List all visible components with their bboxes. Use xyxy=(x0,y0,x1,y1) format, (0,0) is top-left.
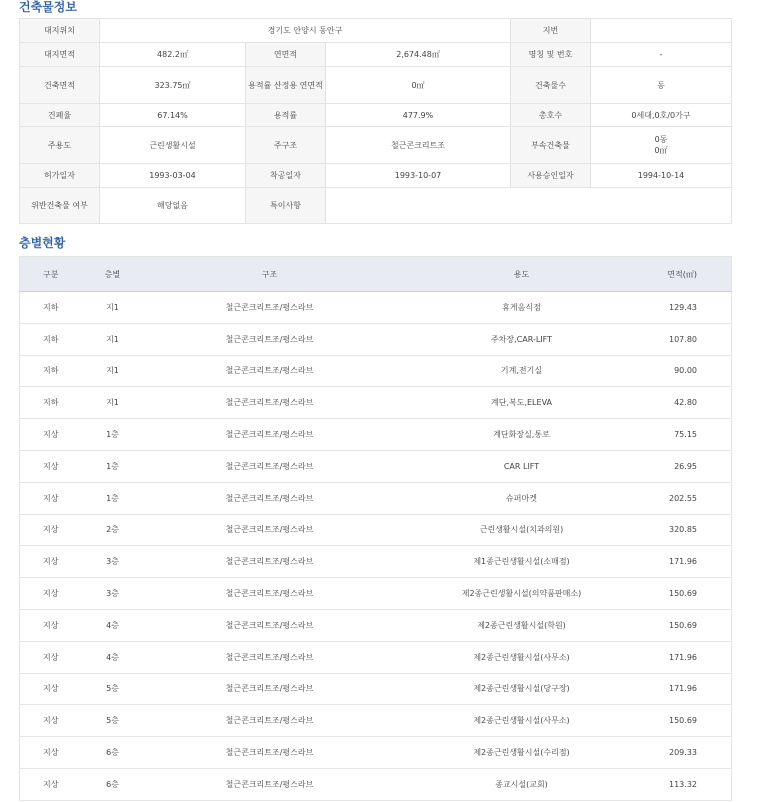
table-row xyxy=(20,609,732,641)
area-cell: 42.80 xyxy=(648,387,732,419)
category-cell: 지상 xyxy=(20,705,82,737)
area-cell: 75.15 xyxy=(648,419,732,451)
table-row xyxy=(20,387,732,419)
table-row xyxy=(20,578,732,610)
far-value: 477.9% xyxy=(326,104,511,127)
table-row xyxy=(20,641,732,673)
floor-cell: 1층 xyxy=(82,450,144,482)
use-cell: 기계,전기실 xyxy=(396,355,648,387)
area-cell: 150.69 xyxy=(648,705,732,737)
table-row xyxy=(20,514,732,546)
use-cell: 제2종근린생활시설(사무소) xyxy=(396,705,648,737)
main-structure-value: 철근콘크리트조 xyxy=(326,127,511,164)
area-cell: 129.43 xyxy=(648,292,732,324)
structure-cell: 철근콘크리트조/평스라브 xyxy=(144,641,396,673)
floor-cell: 6층 xyxy=(82,737,144,769)
floor-cell: 지1 xyxy=(82,323,144,355)
category-cell: 지상 xyxy=(20,768,82,800)
table-row xyxy=(20,673,732,705)
category-cell: 지상 xyxy=(20,546,82,578)
structure-cell: 철근콘크리트조/평스라브 xyxy=(144,387,396,419)
structure-cell: 철근콘크리트조/평스라브 xyxy=(144,514,396,546)
structure-header: 구조 xyxy=(144,257,396,292)
use-cell: 주차장,CAR-LIFT xyxy=(396,323,648,355)
structure-cell: 철근콘크리트조/평스라브 xyxy=(144,768,396,800)
area-cell: 171.96 xyxy=(648,673,732,705)
building-count-label: 건축물수 xyxy=(511,67,591,104)
total-floor-area-label: 연면적 xyxy=(246,43,326,67)
table-row xyxy=(20,482,732,514)
category-cell: 지상 xyxy=(20,419,82,451)
area-cell: 26.95 xyxy=(648,450,732,482)
floor-cell: 4층 xyxy=(82,609,144,641)
floor-cell: 2층 xyxy=(82,514,144,546)
use-cell: 계단화장실,통로 xyxy=(396,419,648,451)
category-header: 구분 xyxy=(20,257,82,292)
site-location-label: 대지위치 xyxy=(20,19,100,43)
structure-cell: 철근콘크리트조/평스라브 xyxy=(144,323,396,355)
structure-cell: 철근콘크리트조/평스라브 xyxy=(144,546,396,578)
category-cell: 지하 xyxy=(20,355,82,387)
floor-cell: 4층 xyxy=(82,641,144,673)
area-cell: 150.69 xyxy=(648,578,732,610)
lot-number-value xyxy=(591,19,732,43)
floor-cell: 지1 xyxy=(82,387,144,419)
annex-value xyxy=(591,127,732,164)
area-cell: 107.80 xyxy=(648,323,732,355)
structure-cell: 철근콘크리트조/평스라브 xyxy=(144,705,396,737)
households-label: 총호수 xyxy=(511,104,591,127)
table-row xyxy=(20,323,732,355)
far-calc-area-value: 0㎡ xyxy=(326,67,511,104)
households-value: 0세대,0호/0가구 xyxy=(591,104,732,127)
table-row xyxy=(20,419,732,451)
violation-value: 해당없음 xyxy=(100,188,246,224)
floor-cell: 3층 xyxy=(82,578,144,610)
category-cell: 지상 xyxy=(20,673,82,705)
table-row xyxy=(20,705,732,737)
start-date-value: 1993-10-07 xyxy=(326,164,511,188)
table-row xyxy=(20,355,732,387)
structure-cell: 철근콘크리트조/평스라브 xyxy=(144,450,396,482)
use-cell: 제1종근린생활시설(소매점) xyxy=(396,546,648,578)
notes-value xyxy=(326,188,732,224)
building-info-title: 건축물정보 xyxy=(19,0,77,14)
area-cell: 113.32 xyxy=(648,768,732,800)
main-structure-label: 주구조 xyxy=(246,127,326,164)
structure-cell: 철근콘크리트조/평스라브 xyxy=(144,673,396,705)
area-header: 면적(㎡) xyxy=(648,257,732,292)
area-cell: 90.00 xyxy=(648,355,732,387)
structure-cell: 철근콘크리트조/평스라브 xyxy=(144,578,396,610)
use-cell: CAR LIFT xyxy=(396,450,648,482)
site-area-label: 대지면적 xyxy=(20,43,100,67)
table-row xyxy=(20,768,732,800)
far-label: 용적률 xyxy=(246,104,326,127)
building-area-label: 건축면적 xyxy=(20,67,100,104)
area-cell: 320.85 xyxy=(648,514,732,546)
area-cell: 202.55 xyxy=(648,482,732,514)
category-cell: 지상 xyxy=(20,450,82,482)
table-row xyxy=(20,450,732,482)
category-cell: 지하 xyxy=(20,323,82,355)
info-row xyxy=(20,19,732,43)
floor-header: 층별 xyxy=(82,257,144,292)
info-row xyxy=(20,67,732,104)
structure-cell: 철근콘크리트조/평스라브 xyxy=(144,737,396,769)
table-row xyxy=(20,292,732,324)
annex-count: 0동 xyxy=(654,135,668,144)
structure-cell: 철근콘크리트조/평스라브 xyxy=(144,355,396,387)
building-info-table xyxy=(19,18,732,224)
floor-cell: 5층 xyxy=(82,673,144,705)
floor-cell: 1층 xyxy=(82,482,144,514)
use-cell: 제2종근린생활시설(수리점) xyxy=(396,737,648,769)
table-row xyxy=(20,546,732,578)
floors-title: 층별현황 xyxy=(19,236,66,250)
floor-cell: 6층 xyxy=(82,768,144,800)
use-cell: 종교시설(교회) xyxy=(396,768,648,800)
main-use-value: 근린생활시설 xyxy=(100,127,246,164)
violation-label: 위반건축물 여부 xyxy=(20,188,100,224)
category-cell: 지상 xyxy=(20,514,82,546)
use-cell: 슈퍼마켓 xyxy=(396,482,648,514)
structure-cell: 철근콘크리트조/평스라브 xyxy=(144,609,396,641)
category-cell: 지상 xyxy=(20,641,82,673)
name-value: - xyxy=(591,43,732,67)
info-row xyxy=(20,104,732,127)
floors-table xyxy=(19,256,732,801)
site-location-value: 경기도 안양시 동안구 xyxy=(100,19,511,43)
info-row xyxy=(20,127,732,164)
floor-cell: 3층 xyxy=(82,546,144,578)
approval-date-label: 사용승인일자 xyxy=(511,164,591,188)
structure-cell: 철근콘크리트조/평스라브 xyxy=(144,419,396,451)
annex-area: 0㎡ xyxy=(654,146,668,155)
category-cell: 지하 xyxy=(20,387,82,419)
use-header: 용도 xyxy=(396,257,648,292)
far-calc-area-label: 용적률 산정용 연면적 xyxy=(246,67,326,104)
category-cell: 지상 xyxy=(20,609,82,641)
floor-cell: 5층 xyxy=(82,705,144,737)
use-cell: 제2종근린생활시설(학원) xyxy=(396,609,648,641)
total-floor-area-value: 2,674.48㎡ xyxy=(326,43,511,67)
permit-date-label: 허가일자 xyxy=(20,164,100,188)
building-area-value: 323.75㎡ xyxy=(100,67,246,104)
area-cell: 209.33 xyxy=(648,737,732,769)
lot-number-label: 지번 xyxy=(511,19,591,43)
permit-date-value: 1993-03-04 xyxy=(100,164,246,188)
info-row xyxy=(20,164,732,188)
annex-label: 부속건축물 xyxy=(511,127,591,164)
coverage-label: 건폐율 xyxy=(20,104,100,127)
floor-cell: 지1 xyxy=(82,355,144,387)
structure-cell: 철근콘크리트조/평스라브 xyxy=(144,482,396,514)
structure-cell: 철근콘크리트조/평스라브 xyxy=(144,292,396,324)
area-cell: 171.96 xyxy=(648,546,732,578)
name-label: 명칭 및 번호 xyxy=(511,43,591,67)
coverage-value: 67.14% xyxy=(100,104,246,127)
table-row xyxy=(20,737,732,769)
category-cell: 지상 xyxy=(20,737,82,769)
category-cell: 지하 xyxy=(20,292,82,324)
building-count-value: 동 xyxy=(591,67,732,104)
use-cell: 제2종근린생활시설(사무소) xyxy=(396,641,648,673)
notes-label: 특이사항 xyxy=(246,188,326,224)
info-row xyxy=(20,43,732,67)
approval-date-value: 1994-10-14 xyxy=(591,164,732,188)
use-cell: 계단,복도,ELEVA xyxy=(396,387,648,419)
category-cell: 지상 xyxy=(20,482,82,514)
category-cell: 지상 xyxy=(20,578,82,610)
floor-cell: 지1 xyxy=(82,292,144,324)
start-date-label: 착공일자 xyxy=(246,164,326,188)
area-cell: 150.69 xyxy=(648,609,732,641)
main-use-label: 주용도 xyxy=(20,127,100,164)
use-cell: 근린생활시설(치과의원) xyxy=(396,514,648,546)
use-cell: 휴게음식점 xyxy=(396,292,648,324)
floor-cell: 1층 xyxy=(82,419,144,451)
use-cell: 제2종근린생활시설(의약품판매소) xyxy=(396,578,648,610)
site-area-value: 482.2㎡ xyxy=(100,43,246,67)
floors-table-body xyxy=(20,292,732,801)
use-cell: 제2종근린생활시설(당구장) xyxy=(396,673,648,705)
floors-header-row xyxy=(20,257,732,292)
area-cell: 171.96 xyxy=(648,641,732,673)
info-row xyxy=(20,188,732,224)
